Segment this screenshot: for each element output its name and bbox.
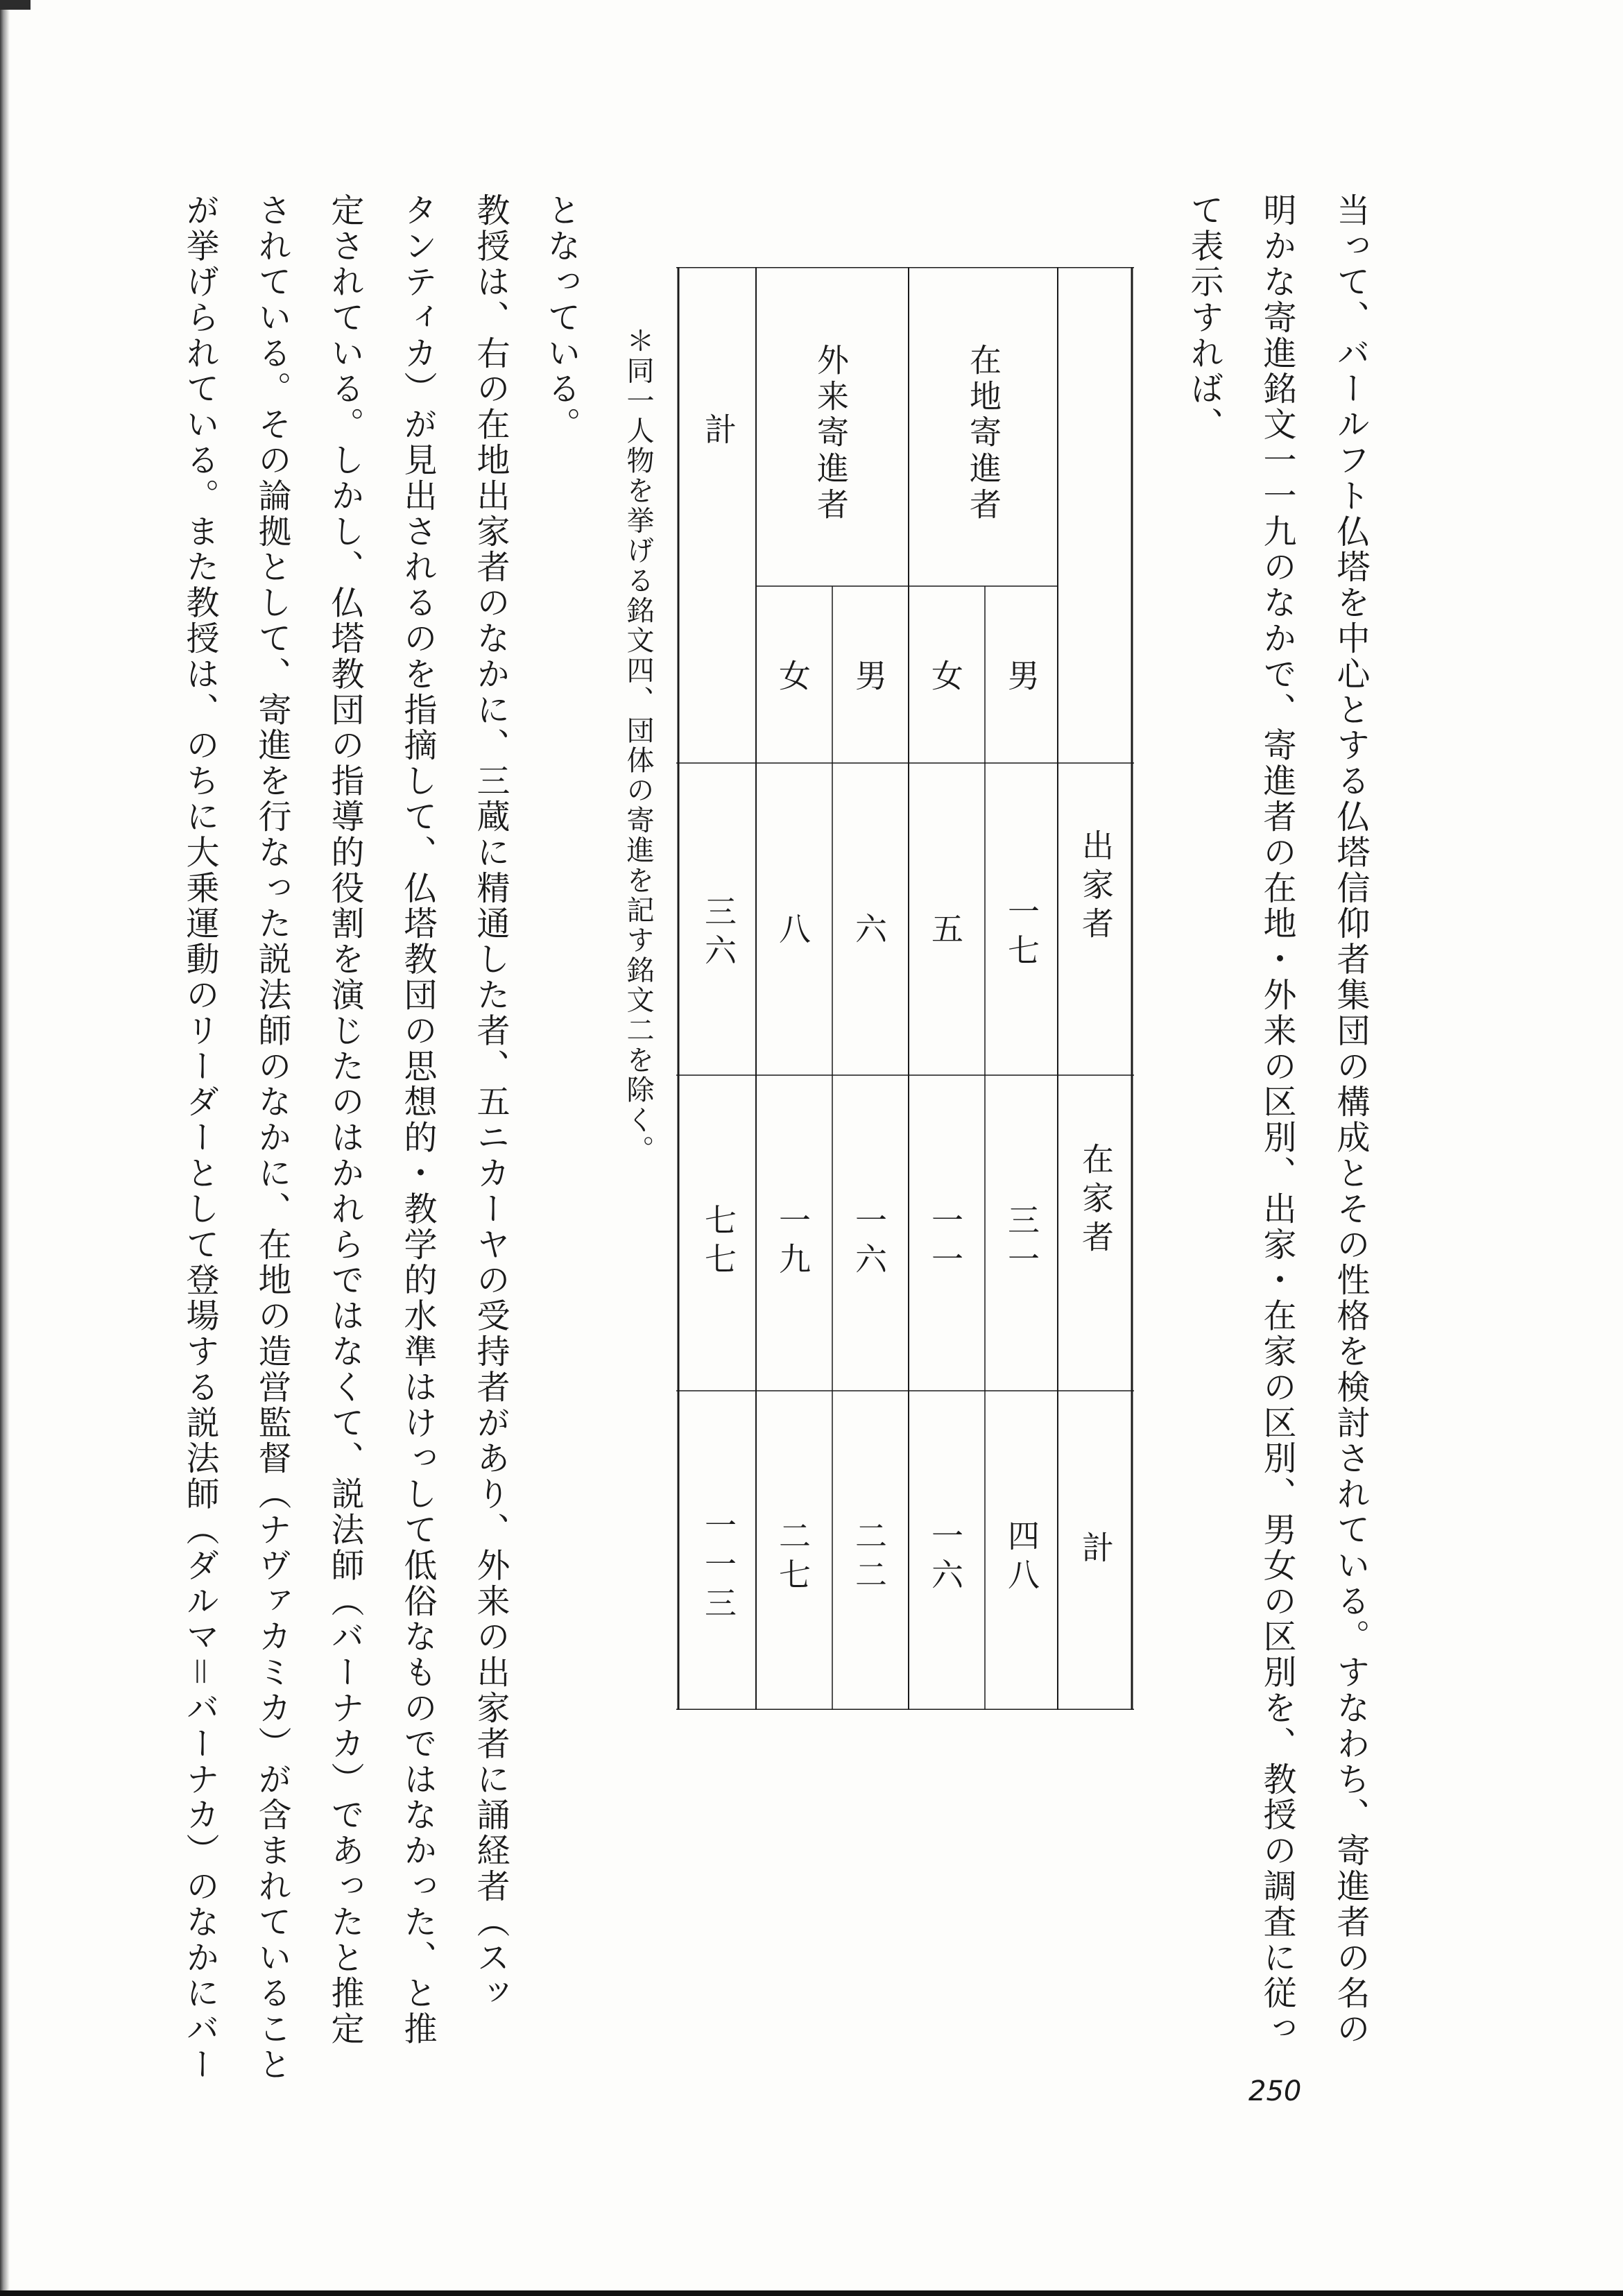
cell-foreign-male-shukke: 六 <box>850 912 888 951</box>
header-shukke: 出家者 <box>1077 829 1115 945</box>
table-grid <box>676 267 1134 1710</box>
text-column-3: て表示すれば、 <box>1185 193 1223 443</box>
text-column-4: となっている。 <box>542 193 581 443</box>
text-column-5: 教授は、右の在地出家者のなかに、三蔵に精通した者、五ニカーヤの受持者があり、外来の出家者に誦経者（スッ <box>471 193 510 2012</box>
cell-local-male-total: 四八 <box>1003 1519 1040 1597</box>
cell-total-total: 一一三 <box>700 1509 737 1625</box>
group-label-local: 在地寄進者 <box>965 343 1002 524</box>
row-foreign-male: 男 <box>850 659 888 698</box>
text-column-7: 定されている。しかし、仏塔教団の指導的役割を演じたのはかれらではなくて、説法師（バーナカ）であったと推定 <box>325 193 364 2047</box>
cell-foreign-female-shukke: 八 <box>774 912 812 951</box>
cell-foreign-male-total: 二二 <box>850 1519 888 1597</box>
row-foreign-female: 女 <box>774 659 812 698</box>
text-column-6: タンティカ）が見出されるのを指摘して、仏塔教団の思想的・教学的水準はけっして低俗なものではなかった、と推 <box>398 193 437 2047</box>
group-label-foreign: 外来寄進者 <box>812 343 850 524</box>
cell-foreign-male-zaike: 一六 <box>850 1203 888 1281</box>
page-number: 250 <box>1248 2075 1302 2107</box>
cell-local-female-total: 一六 <box>927 1519 964 1597</box>
scan-edge-left <box>0 0 10 2296</box>
cell-foreign-female-total: 二七 <box>774 1519 812 1597</box>
text-column-1: 当って、バールフト仏塔を中心とする仏塔信仰者集団の構成とその性格を検討されている。すなわち、寄進者の名の <box>1331 193 1370 2047</box>
table-footnote: ＊同一人物を挙げる銘文四、団体の寄進を記す銘文二を除く。 <box>622 326 654 1165</box>
cell-total-shukke: 三六 <box>700 895 737 973</box>
text-column-8: されている。その論拠として、寄進を行なった説法師のなかに、在地の造営監督（ナヴァカミカ）が含まれていること <box>252 193 291 2083</box>
text-column-9: が挙げられている。また教授は、のちに大乗運動のリーダーとして登場する説法師（ダルマ＝バーナカ）のなかにバー <box>180 193 219 2083</box>
row-local-male: 男 <box>1003 659 1040 698</box>
row-local-female: 女 <box>927 659 964 698</box>
header-total: 計 <box>1077 1531 1115 1570</box>
header-zaike: 在家者 <box>1077 1142 1115 1259</box>
donor-table <box>676 267 1134 1710</box>
total-label: 計 <box>700 413 737 452</box>
cell-local-female-shukke: 五 <box>927 912 964 951</box>
cell-local-female-zaike: 一一 <box>927 1203 964 1281</box>
scan-edge-corner <box>0 0 31 10</box>
cell-foreign-female-zaike: 一九 <box>774 1203 812 1281</box>
cell-local-male-zaike: 三一 <box>1003 1203 1040 1281</box>
text-column-2: 明かな寄進銘文一一九のなかで、寄進者の在地・外来の区別、出家・在家の区別、男女の区別を、教授の調査に従っ <box>1257 193 1296 2047</box>
cell-local-male-shukke: 一七 <box>1003 895 1040 973</box>
cell-total-zaike: 七七 <box>700 1203 737 1281</box>
scan-edge-bottom <box>0 2290 1623 2296</box>
